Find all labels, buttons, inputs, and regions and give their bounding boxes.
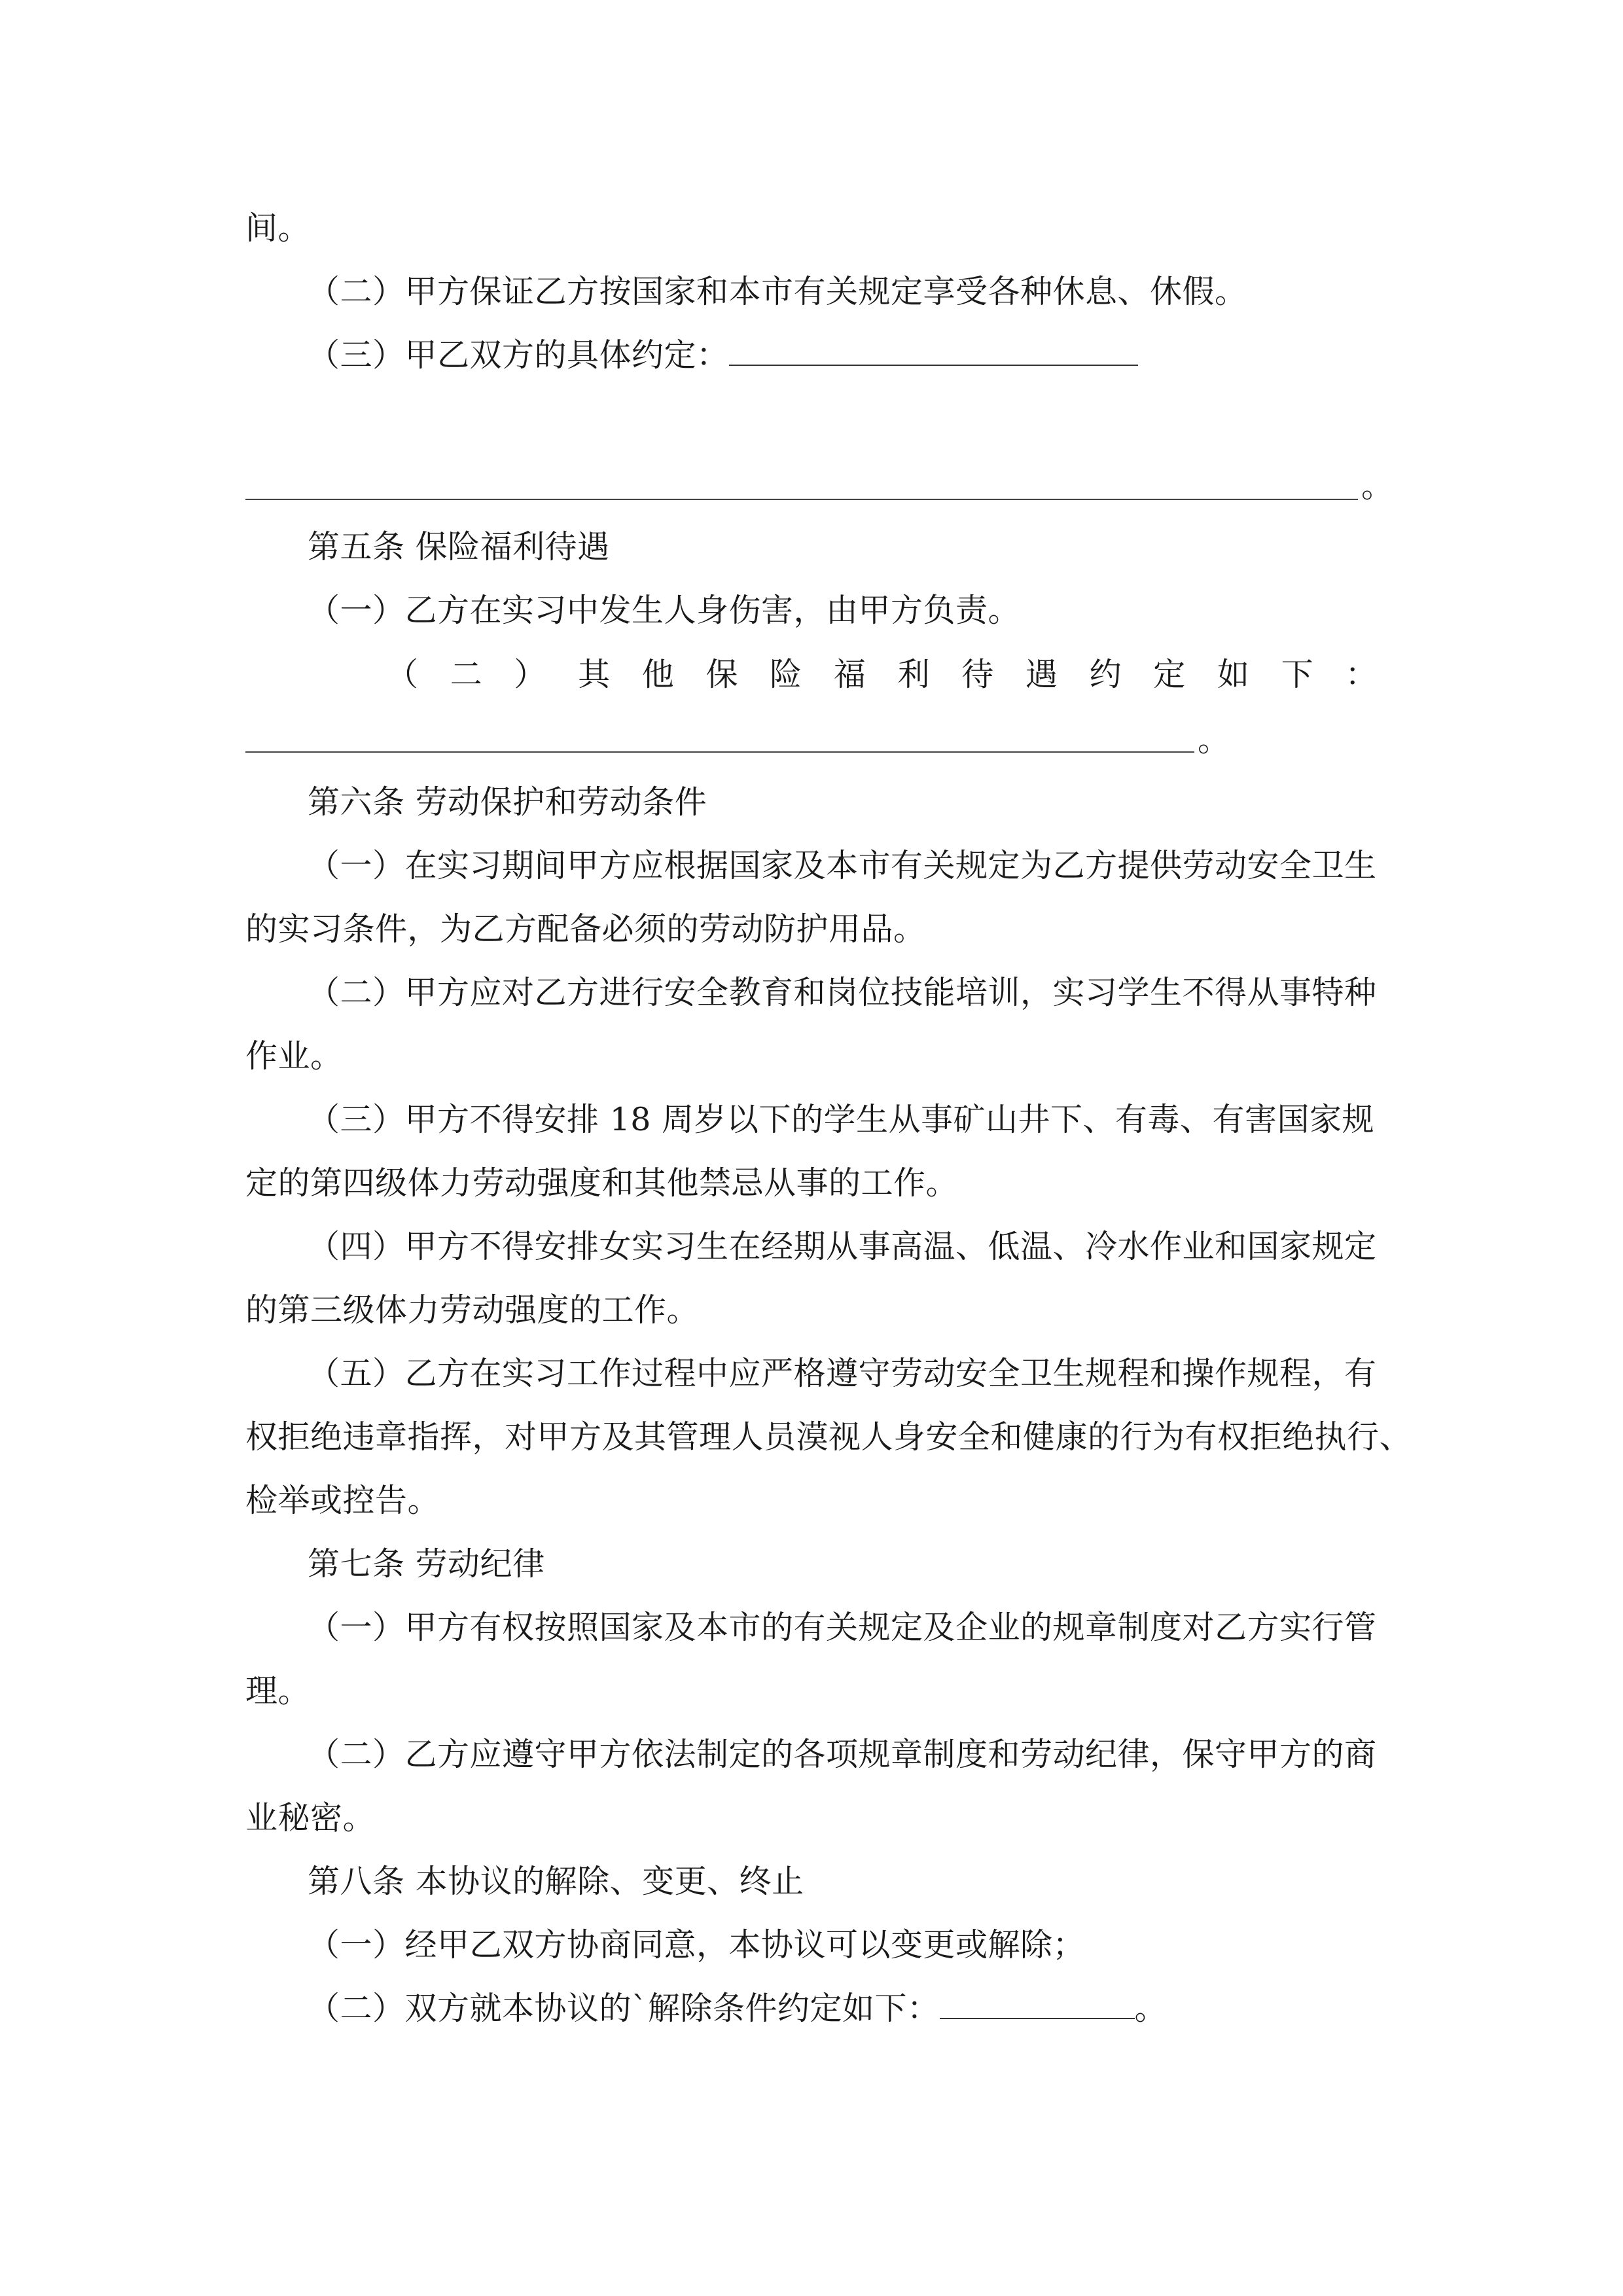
char: 下 [1281,656,1314,693]
char: ： [1345,656,1378,693]
article-7-title: 第七条 劳动纪律 [308,1545,545,1583]
char: （ [386,656,419,693]
char: ） [514,656,546,693]
text-line: 理。 [245,1672,311,1710]
text-line: （二）乙方应遵守甲方依法制定的各项规章制度和劳动纪律，保守甲方的商 [308,1736,1377,1773]
char: 其 [578,656,611,693]
text-line: （一）乙方在实习中发生人身伤害，由甲方负责。 [308,592,1021,629]
text-line: （四）甲方不得安排女实习生在经期从事高温、低温、冷水作业和国家规定 [308,1228,1377,1265]
char: 定 [1153,656,1186,693]
text-line: （二）甲方保证乙方按国家和本市有关规定享受各种休息、休假。 [308,273,1247,310]
text-line: （一）经甲乙双方协商同意，本协议可以变更或解除； [308,1926,1086,1964]
text-line: 间。 [245,209,311,247]
text-line: 定的第四级体力劳动强度和其他禁忌从事的工作。 [245,1164,959,1202]
text-line: 的第三级体力劳动强度的工作。 [245,1291,700,1329]
text-line: 权拒绝违章指挥，对甲方及其管理人员漠视人身安全和健康的行为有权拒绝执行、 [245,1418,1412,1456]
article-8-title: 第八条 本协议的解除、变更、终止 [308,1863,804,1900]
text-line: （三）甲方不得安排 18 周岁以下的学生从事矿山井下、有毒、有害国家规 [308,1101,1375,1138]
text-line [308,1988,1167,2029]
char: 他 [641,656,675,693]
article-6-title: 第六条 劳动保护和劳动条件 [308,783,707,821]
text-line [308,335,1138,376]
fill-blank-line [245,751,1194,753]
char: 福 [833,656,866,693]
text-line: （二）甲方应对乙方进行安全教育和岗位技能培训，实习学生不得从事特种 [308,974,1377,1011]
fill-blank [940,1989,1135,2019]
char: 二 [450,656,483,693]
char: 遇 [1025,656,1058,693]
char: 待 [961,656,994,693]
text-line: （五）乙方在实习工作过程中应严格遵守劳动安全卫生规程和操作规程，有 [308,1355,1377,1392]
text-line: 业秘密。 [245,1799,376,1837]
text-line: 。 [1361,467,1394,505]
char: 保 [705,656,738,693]
text-line: 。 [1198,721,1230,759]
text-segment: （二）双方就本协议的`解除条件约定如下： [308,1990,940,2027]
text-segment: 。 [1134,1990,1168,2027]
char: 如 [1217,656,1250,693]
article-5-title: 第五条 保险福利待遇 [308,528,610,565]
text-line: 检举或控告。 [245,1482,440,1519]
char: 约 [1089,656,1122,693]
char: 险 [770,656,802,693]
text-line: （一）甲方有权按照国家及本市的有关规定及企业的规章制度对乙方实行管 [308,1609,1377,1646]
fill-blank-line [245,499,1358,500]
text-line: 的实习条件，为乙方配备必须的劳动防护用品。 [245,910,926,948]
fill-blank [729,336,1138,366]
text-line: 作业。 [245,1037,343,1075]
text-line-justified [386,655,1378,695]
char: 利 [897,656,931,693]
text-segment: （三）甲乙双方的具体约定： [308,336,729,374]
text-line: （一）在实习期间甲方应根据国家及本市有关规定为乙方提供劳动安全卫生 [308,847,1377,884]
